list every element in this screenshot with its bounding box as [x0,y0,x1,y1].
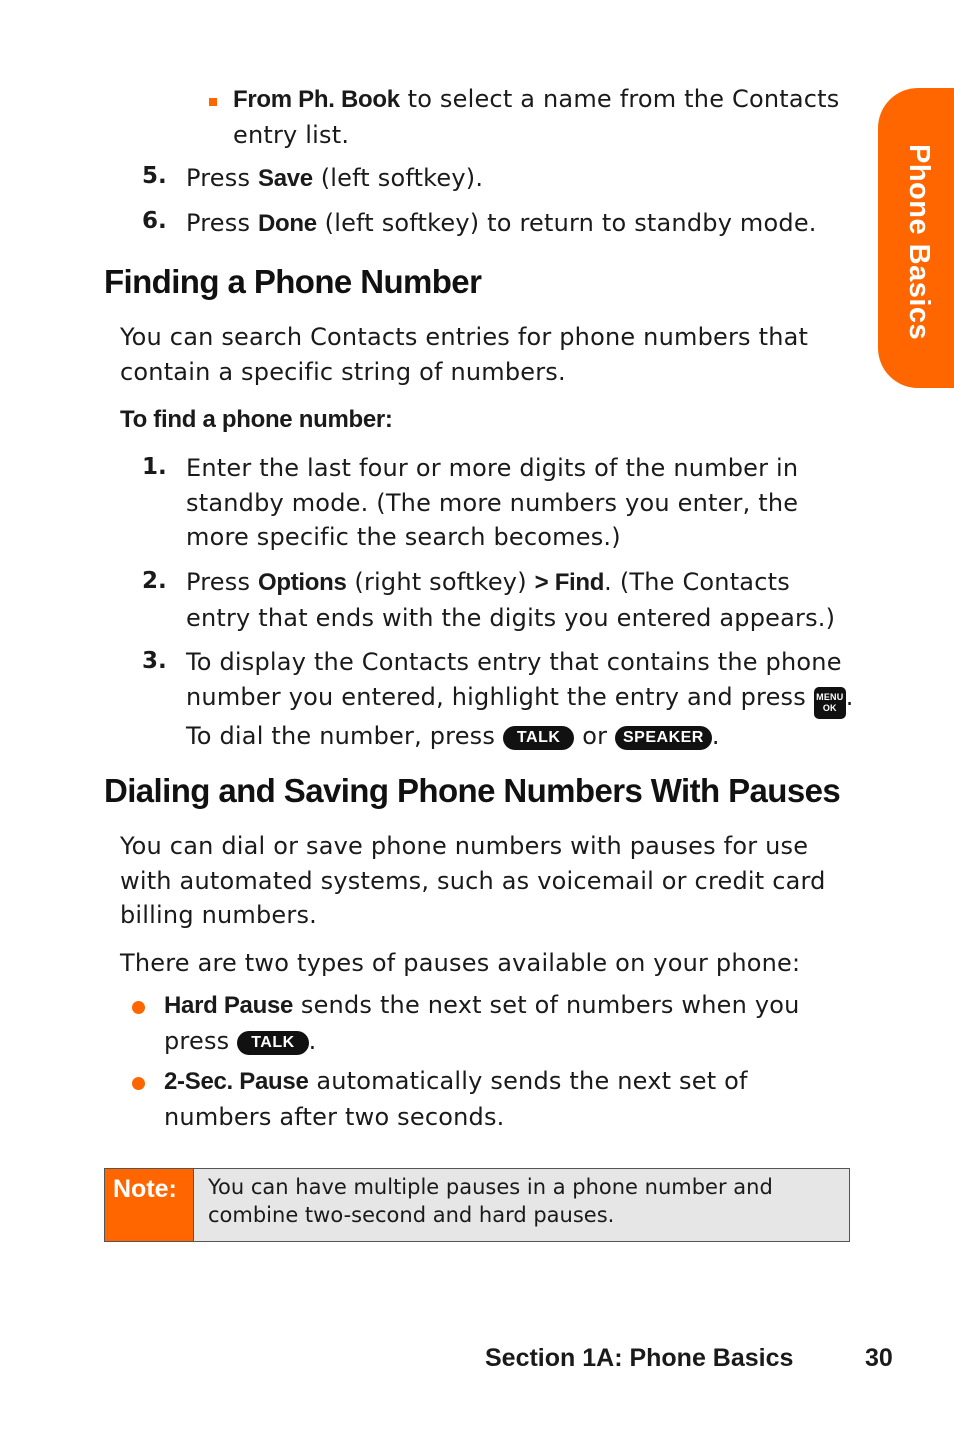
note-box [104,1168,850,1242]
pause-types-paragraph: There are two types of pauses available on your phone: [120,949,801,977]
two-sec-pause-item: 2-Sec. Pause automatically sends the next set of numbers after two seconds. [164,1067,748,1131]
square-bullet-icon [209,98,217,106]
pauses-intro-paragraph: You can dial or save phone numbers with pauses for use with automated systems, such as voicemail or credit card billing numbers. [120,832,826,929]
step-number: 5. [142,163,167,189]
step-number: 6. [142,208,167,234]
round-bullet-icon [132,1077,145,1090]
from-phonebook-item: From Ph. Book to select a name from the Contacts entry list. [233,85,840,149]
heading-finding-phone-number: Finding a Phone Number [104,263,482,300]
page-number: 30 [865,1344,893,1372]
hard-pause-item: Hard Pause sends the next set of numbers when you press TALK . [164,991,800,1055]
section-side-tab [878,88,954,388]
find-step-3: To display the Contacts entry that contains the phone number you entered, highlight the entry and press MENU OK . To dial the number, press TALK or SPEAKER . [186,648,854,750]
subheading-to-find: To find a phone number: [120,406,393,433]
note-label: Note: [105,1169,194,1241]
heading-dialing-with-pauses: Dialing and Saving Phone Numbers With Pauses [104,772,841,809]
note-text: You can have multiple pauses in a phone number and combine two-second and hard pauses. [194,1169,849,1241]
step-number: 2. [142,568,167,594]
find-step-2: Press Options (right softkey) > Find. (The Contacts entry that ends with the digits you entered appears.) [186,568,836,632]
menu-ok-key-icon: MENU OK [814,687,846,719]
step-save: Press Save (left softkey). [186,164,484,192]
step-number: 1. [142,454,167,480]
talk-key-icon: TALK [237,1031,308,1055]
talk-key-icon: TALK [503,726,574,750]
speaker-key-icon: SPEAKER [615,726,712,750]
from-phonebook-label: From Ph. Book [233,86,400,113]
find-step-1: Enter the last four or more digits of the number in standby mode. (The more numbers you enter, the more specific the search becomes.) [186,454,799,551]
step-number: 3. [142,648,167,674]
footer-section-title: Section 1A: Phone Basics [485,1344,794,1372]
finding-intro-paragraph: You can search Contacts entries for phone numbers that contain a specific string of numbers. [120,323,809,386]
side-tab-label: Phone Basics [903,144,935,341]
step-done: Press Done (left softkey) to return to standby mode. [186,209,817,237]
round-bullet-icon [132,1001,145,1014]
